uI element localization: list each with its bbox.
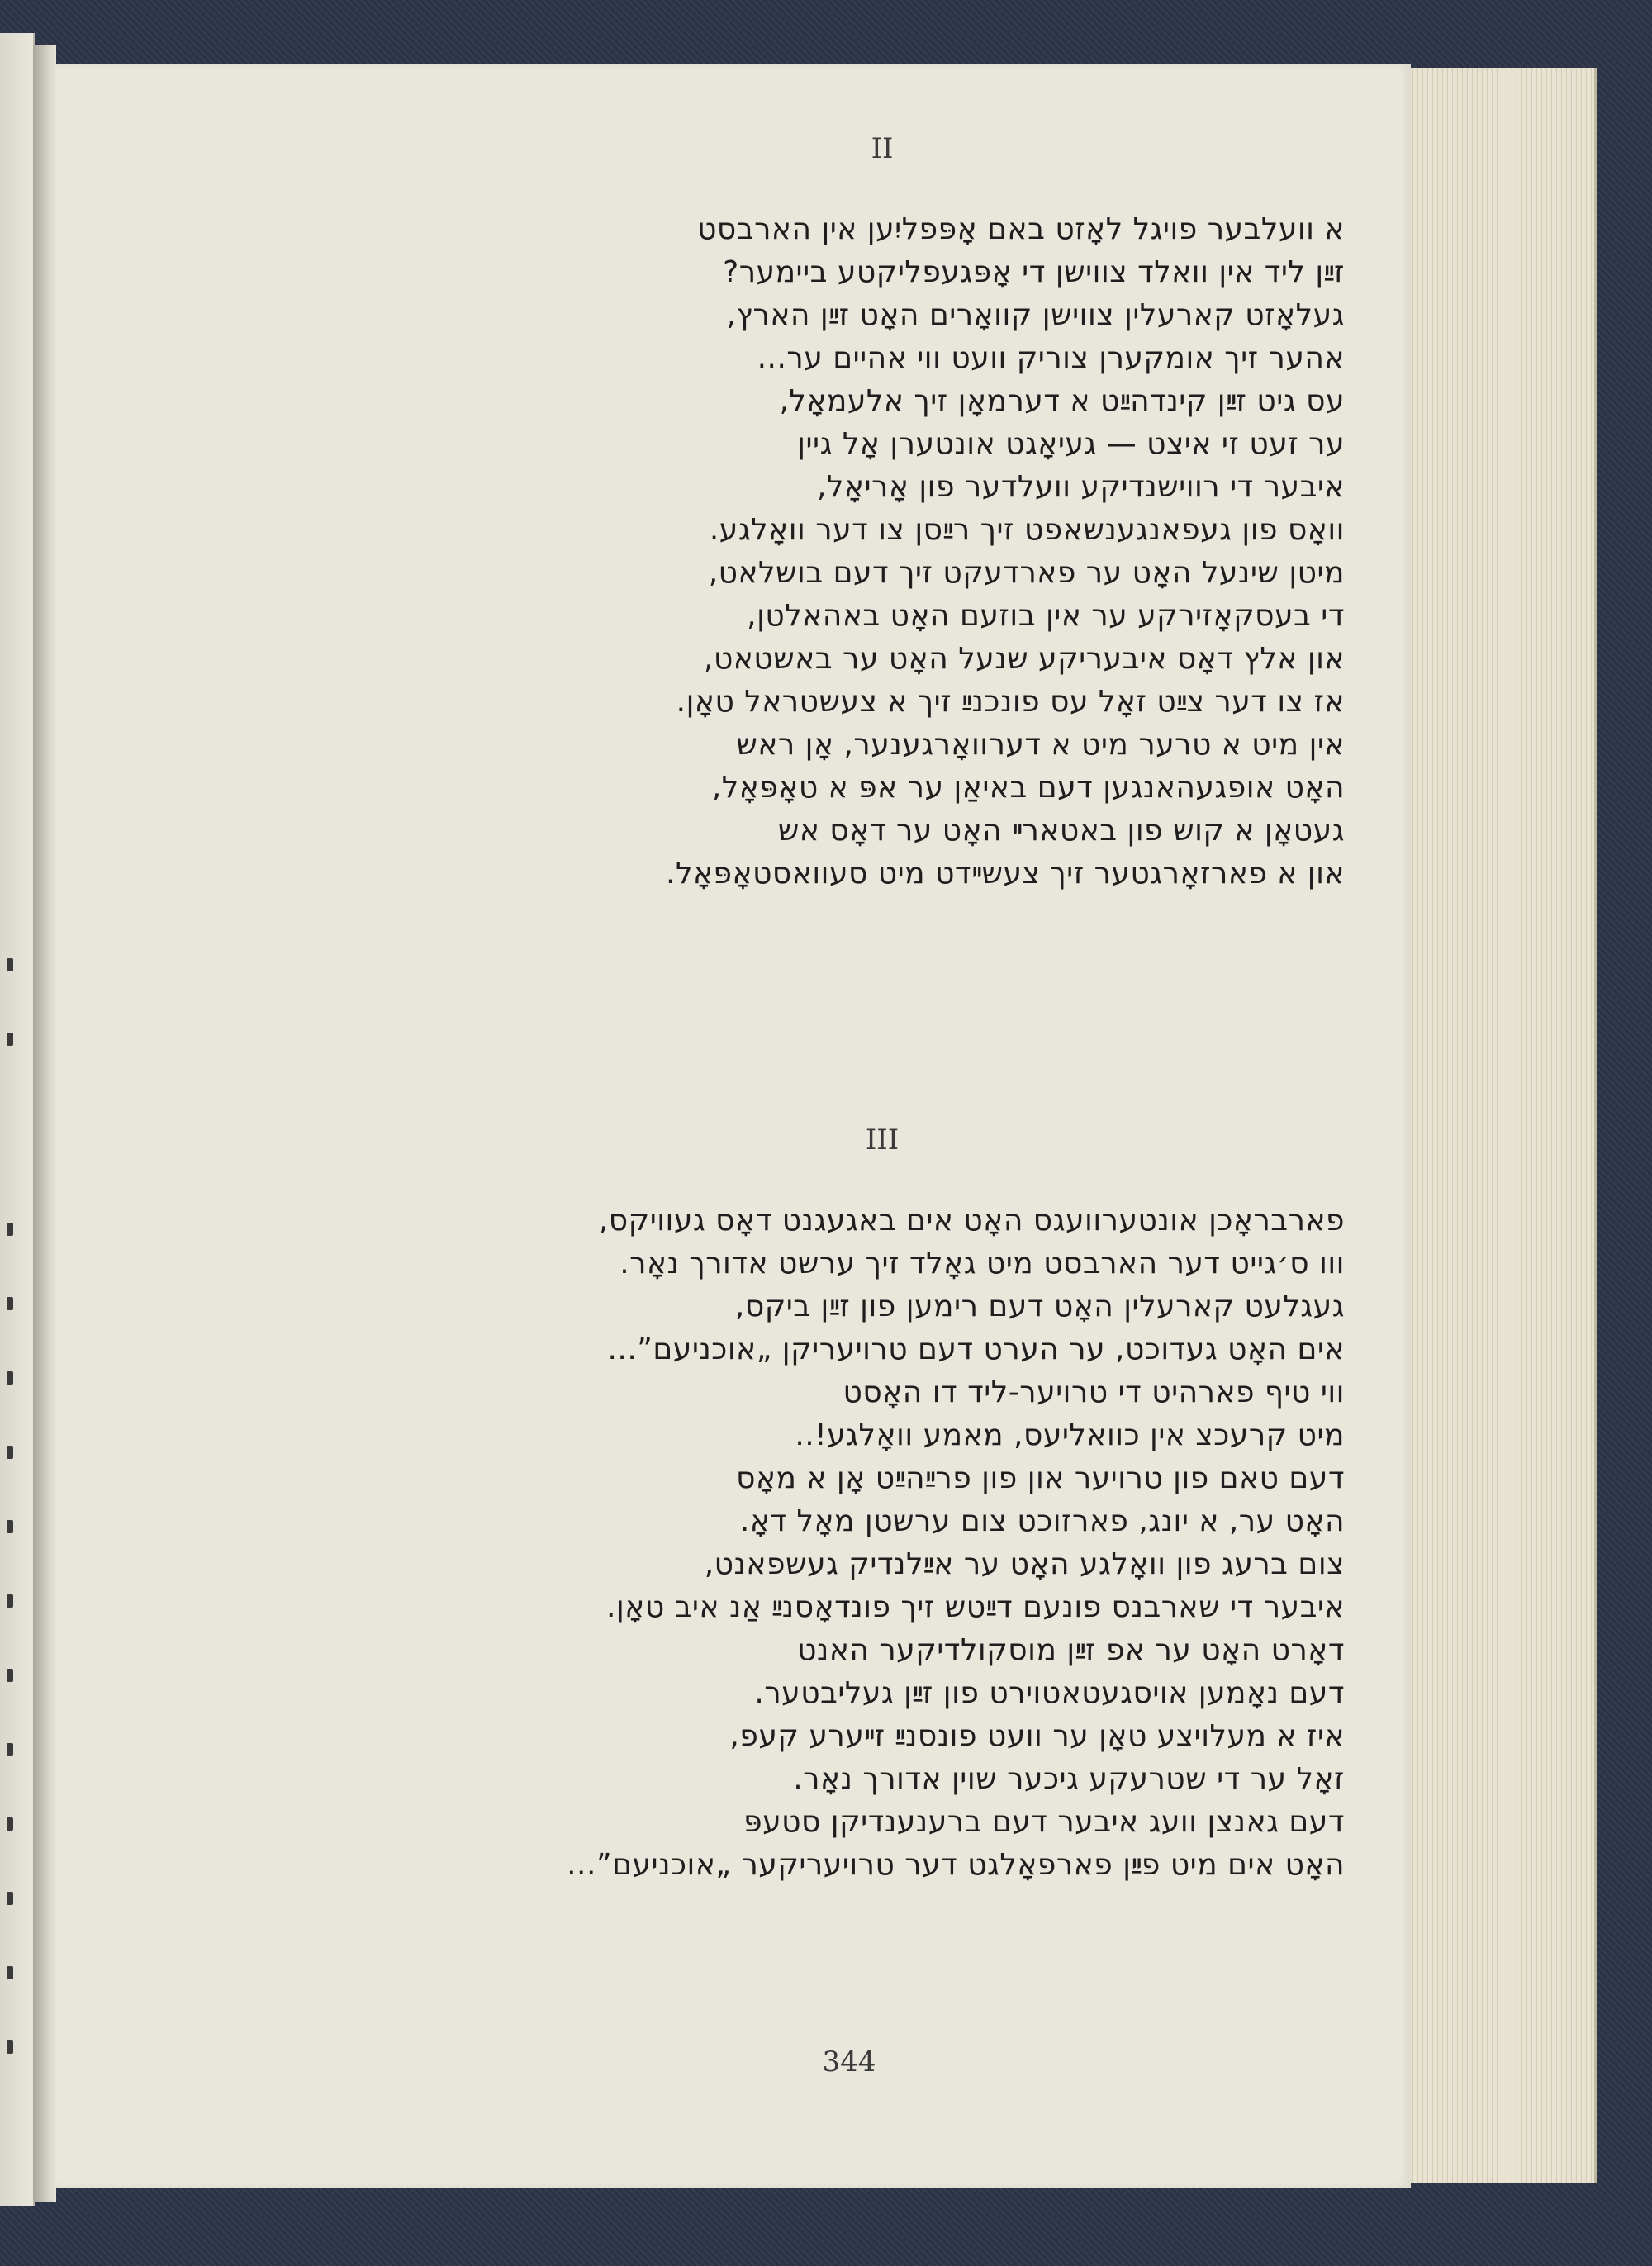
left-page-text-fragments bbox=[0, 33, 33, 2206]
poem-line: געלאָזט קארעלין צווישן קוואָרים האָט זײַן הארץ, bbox=[726, 298, 1345, 332]
section-iii-poem bbox=[221, 1206, 1345, 1893]
poem-line: מיטן שינעל האָט ער פארדעקט זיך דעם בושלאט, bbox=[708, 556, 1345, 590]
poem-line: ווו ס׳גייט דער הארבסט מיט גאָלד זיך ערשט אדורך נאָר. bbox=[620, 1247, 1345, 1280]
poem-line: א וועלבער פויגל לאָזט באם אָפּפליִען אין הארבסט bbox=[697, 212, 1345, 246]
poem-line: ווי טיף פארהיט די טרויער-ליד דו האָסט bbox=[843, 1375, 1345, 1409]
poem-line: אין מיט א טרער מיט א דערוואָרגענער, אָן ראש bbox=[736, 728, 1345, 762]
poem-line: איז א מעלויצע טאָן ער וועט פונסנײַ זײערע קעפ, bbox=[729, 1719, 1345, 1753]
poem-line: אז צו דער צײַט זאָל עס פונכנײַ זיך א צעשטראל טאָן. bbox=[676, 685, 1345, 719]
poem-line: אהער זיך אומקערן צוריק וועט ווי אהיים ער... bbox=[757, 341, 1345, 375]
poem-line: מיט קרעכצ אין כוואליעס, מאמע וואָלגע!.. bbox=[795, 1418, 1345, 1452]
poem-line: עס גיט זײַן קינדהײַט א דערמאָן זיך אלעמאָל, bbox=[779, 384, 1345, 418]
poem-line: האָט אים מיט פײַן פארפאָלגט דער טרויעריקער „אוכניעם”... bbox=[567, 1848, 1345, 1882]
poem-line: צום ברעג פון וואָלגע האָט ער אײַלנדיק געשפאנט, bbox=[704, 1547, 1345, 1581]
poem-line: זײַן ליד אין וואלד צווישן די אָפּגעפליקטע ביימער? bbox=[723, 255, 1345, 289]
poem-line: דעם נאָמען אויסגעטאטוירט פון זײַן געליבטער. bbox=[754, 1676, 1345, 1710]
section-number-ii: II bbox=[871, 132, 894, 165]
poem-line: ער זעט זי איצט — געיאָגט אונטערן אָל גיין bbox=[797, 427, 1345, 461]
poem-line: דעם טאם פון טרויער און פון פרײַהײַט אָן א מאָס bbox=[736, 1461, 1345, 1495]
left-page-edge bbox=[0, 33, 35, 2206]
section-number-iii: III bbox=[865, 1123, 900, 1157]
page-number: 344 bbox=[822, 2045, 876, 2078]
poem-line: פארבראָכן אונטערוועגס האָט אים באגעגנט דאָס געוויקס, bbox=[598, 1204, 1345, 1238]
book-page bbox=[56, 64, 1411, 2188]
poem-line: זאָל ער די שטרעקע גיכער שוין אדורך נאָר. bbox=[793, 1762, 1345, 1796]
poem-line: אים האָט געדוכט, ער הערט דעם טרויעריקן „אוכניעם”... bbox=[607, 1333, 1345, 1366]
poem-line: און אלץ דאָס איבעריקע שנעל האָט ער באשטאט, bbox=[704, 642, 1345, 676]
poem-line: געגלעט קארעלין האָט דעם רימען פון זײַן ביקס, bbox=[734, 1290, 1345, 1323]
poem-line: האָט אופגעהאנגען דעם באיאַן ער אפּ א טאָפּאָל, bbox=[711, 771, 1345, 805]
poem-line: געטאָן א קוש פון באטארײ האָט ער דאָס אש bbox=[777, 814, 1345, 848]
poem-line: איבער די שארבנס פונעם דײַטש זיך פונדאָסנײַ אַנ איב טאָן. bbox=[606, 1590, 1345, 1624]
poem-line: האָט ער, א יונג, פארזוכט צום ערשטן מאָל דאָ. bbox=[739, 1504, 1345, 1538]
page-content bbox=[221, 64, 1345, 2188]
poem-line: די בעסקאָזירקע ער אין בוזעם האָט באהאלטן, bbox=[747, 599, 1345, 633]
poem-line: איבער די רווישנדיקע וועלדער פון אָריאָל, bbox=[816, 470, 1345, 504]
poem-line: דעם גאנצן וועג איבער דעם ברענענדיקן סטעפּ bbox=[743, 1805, 1345, 1839]
poem-line: דאָרט האָט ער אפ זײַן מוסקולדיקער האנט bbox=[797, 1633, 1345, 1667]
poem-line: און א פארזאָרגטער זיך צעשײדט מיט סעוואסטאָפּאָל. bbox=[666, 857, 1345, 891]
poem-line: וואָס פון געפאנגענשאפט זיך רײַסן צו דער וואָלגע. bbox=[709, 513, 1345, 547]
book-gutter bbox=[33, 45, 56, 2202]
section-ii-poem bbox=[221, 212, 1345, 902]
